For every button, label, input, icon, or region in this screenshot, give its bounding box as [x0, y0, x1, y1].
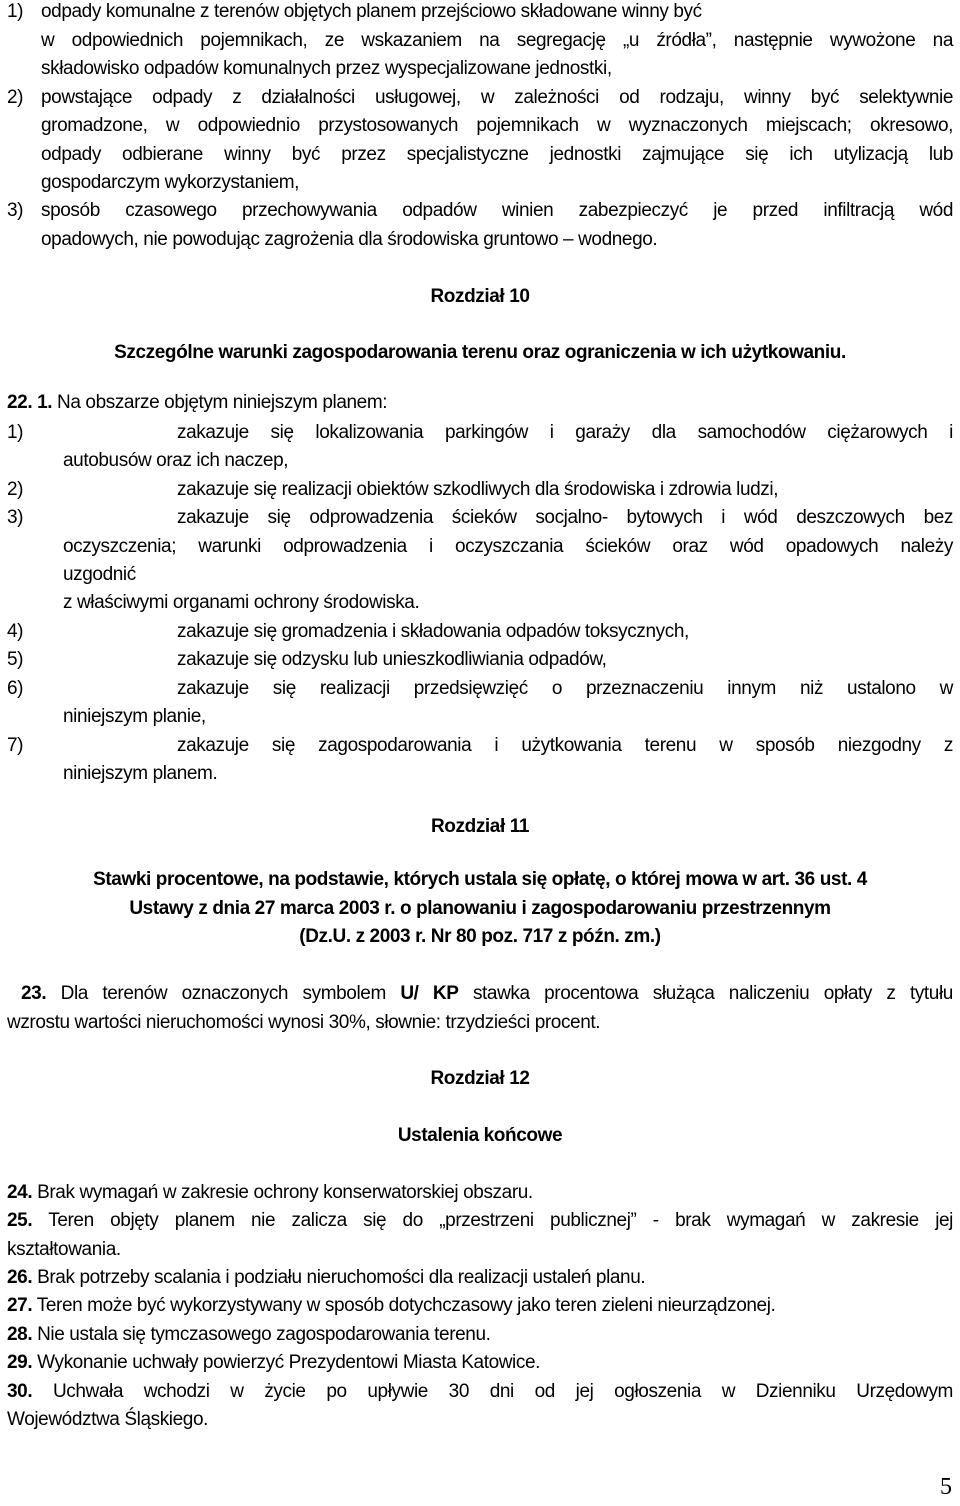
chapter-11-title-line: (Dz.U. z 2003 r. Nr 80 poz. 717 z późn. zm.) — [299, 926, 661, 947]
paragraph-27 — [7, 1295, 775, 1317]
item-text: gromadzone, w odpowiednio przystosowanych pojemnikach w wyznaczonych miejscach; okresowo, — [41, 115, 953, 136]
restriction-text: oczyszczenia; warunki odprowadzenia i oczyszczania ścieków oraz wód opadowych należy — [63, 536, 953, 557]
paragraph-24 — [7, 1182, 533, 1204]
paragraph-number: 28. — [7, 1324, 33, 1345]
paragraph-26 — [7, 1267, 645, 1289]
restriction-number: 1) — [7, 422, 24, 443]
chapter-12-heading: Rozdział 12 — [430, 1068, 530, 1089]
restriction-number: 2) — [7, 479, 24, 500]
restriction-number: 3) — [7, 507, 24, 528]
paragraph-number: 27. — [7, 1295, 33, 1316]
restriction-text: zakazuje się realizacji obiektów szkodliwych dla środowiska i zdrowia ludzi, — [177, 479, 779, 500]
paragraph-30 — [7, 1381, 953, 1403]
chapter-11-title-line: Stawki procentowe, na podstawie, których ustala się opłatę, o której mowa w art. 36 ust. 4 — [93, 869, 867, 890]
restriction-text: zakazuje się odzysku lub unieszkodliwiania odpadów, — [177, 649, 607, 670]
paragraph-text: Brak potrzeby scalania i podziału nieruchomości dla realizacji ustaleń planu. — [37, 1267, 646, 1288]
restriction-text: niniejszym planie, — [63, 706, 206, 727]
restriction-number: 4) — [7, 621, 24, 642]
restriction-number: 7) — [7, 735, 24, 756]
paragraph-28 — [7, 1324, 491, 1346]
restriction-number: 5) — [7, 649, 24, 670]
page-number: 5 — [940, 1474, 952, 1500]
paragraph-25-cont: kształtowania. — [7, 1239, 121, 1260]
item-text: gospodarczym wykorzystaniem, — [41, 172, 300, 193]
item-text: składowisko odpadów komunalnych przez wyspecjalizowane jednostki, — [41, 58, 612, 79]
paragraph-text: Nie ustala się tymczasowego zagospodarowania terenu. — [37, 1324, 491, 1345]
restriction-number: 6) — [7, 678, 24, 699]
item-text: odpady komunalne z terenów objętych planem przejściowo składowane winny być — [41, 1, 702, 22]
paragraph-23-line — [21, 983, 953, 1005]
restriction-text: niniejszym planem. — [63, 763, 218, 784]
chapter-11-title-line: Ustawy z dnia 27 marca 2003 r. o planowaniu i zagospodarowaniu przestrzennym — [129, 898, 831, 919]
paragraph-text: Dla terenów oznaczonych symbolem — [60, 983, 386, 1004]
restriction-text: zakazuje się zagospodarowania i użytkowania terenu w sposób niezgodny z — [177, 735, 953, 756]
paragraph-text: Teren może być wykorzystywany w sposób dotychczasowy jako teren zieleni nieurządzonej. — [36, 1295, 776, 1316]
restriction-text: zakazuje się odprowadzenia ścieków socjalno- bytowych i wód deszczowych bez — [177, 507, 953, 528]
paragraph-29 — [7, 1352, 540, 1374]
paragraph-23-line: wzrostu wartości nieruchomości wynosi 30%, słownie: trzydzieści procent. — [7, 1012, 601, 1033]
paragraph-30-cont: Województwa Śląskiego. — [7, 1409, 209, 1430]
paragraph-22-intro — [7, 392, 387, 414]
item-number: 3) — [7, 200, 24, 221]
paragraph-25 — [7, 1210, 953, 1232]
paragraph-text: Brak wymagań w zakresie ochrony konserwatorskiej obszaru. — [37, 1182, 533, 1203]
paragraph-number: 26. — [7, 1267, 33, 1288]
restriction-text: uzgodnić — [63, 564, 136, 585]
item-text: opadowych, nie powodując zagrożenia dla środowiska gruntowo – wodnego. — [41, 229, 658, 250]
paragraph-text: Na obszarze objętym niniejszym planem: — [57, 392, 388, 413]
chapter-10-title: Szczególne warunki zagospodarowania terenu oraz ograniczenia w ich użytkowaniu. — [114, 342, 846, 363]
restriction-text: autobusów oraz ich naczep, — [63, 450, 289, 471]
restriction-text: zakazuje się gromadzenia i składowania odpadów toksycznych, — [177, 621, 689, 642]
paragraph-number: 25. — [7, 1210, 33, 1231]
paragraph-number: 30. — [7, 1381, 33, 1402]
item-number: 1) — [7, 1, 24, 22]
chapter-10-heading: Rozdział 10 — [430, 286, 530, 307]
restriction-text: z właściwymi organami ochrony środowiska. — [63, 592, 420, 613]
paragraph-text: Wykonanie uchwały powierzyć Prezydentowi Miasta Katowice. — [37, 1352, 541, 1373]
paragraph-text: stawka procentowa służąca naliczeniu opłaty z tytułu — [472, 983, 953, 1004]
item-text: powstające odpady z działalności usługowej, w zależności od rodzaju, winny być selektywnie — [41, 87, 953, 108]
paragraph-number: 24. — [7, 1182, 33, 1203]
paragraph-text: Teren objęty planem nie zalicza się do „przestrzeni publicznej” - brak wymagań w zakresie jej — [48, 1210, 953, 1231]
restriction-text: zakazuje się lokalizowania parkingów i garaży dla samochodów ciężarowych i — [177, 422, 953, 443]
area-symbol: U/ KP — [400, 983, 459, 1004]
item-number: 2) — [7, 87, 24, 108]
paragraph-number: 23. — [21, 983, 47, 1004]
chapter-12-title: Ustalenia końcowe — [397, 1125, 563, 1146]
item-text: sposób czasowego przechowywania odpadów winien zabezpieczyć je przed infiltracją wód — [41, 200, 953, 221]
paragraph-number: 22. 1. — [7, 392, 53, 413]
chapter-11-heading: Rozdział 11 — [430, 816, 530, 837]
paragraph-text: Uchwała wchodzi w życie po upływie 30 dni od jej ogłoszenia w Dzienniku Urzędowym — [52, 1381, 953, 1402]
item-text: odpady odbierane winny być przez specjalistyczne jednostki zajmujące się ich utylizacją lub — [41, 144, 953, 165]
restriction-text: zakazuje się realizacji przedsięwzięć o przeznaczeniu innym niż ustalono w — [177, 678, 953, 699]
item-text: w odpowiednich pojemnikach, ze wskazaniem na segregację „u źródła”, następnie wywożone na — [41, 30, 953, 51]
paragraph-number: 29. — [7, 1352, 33, 1373]
